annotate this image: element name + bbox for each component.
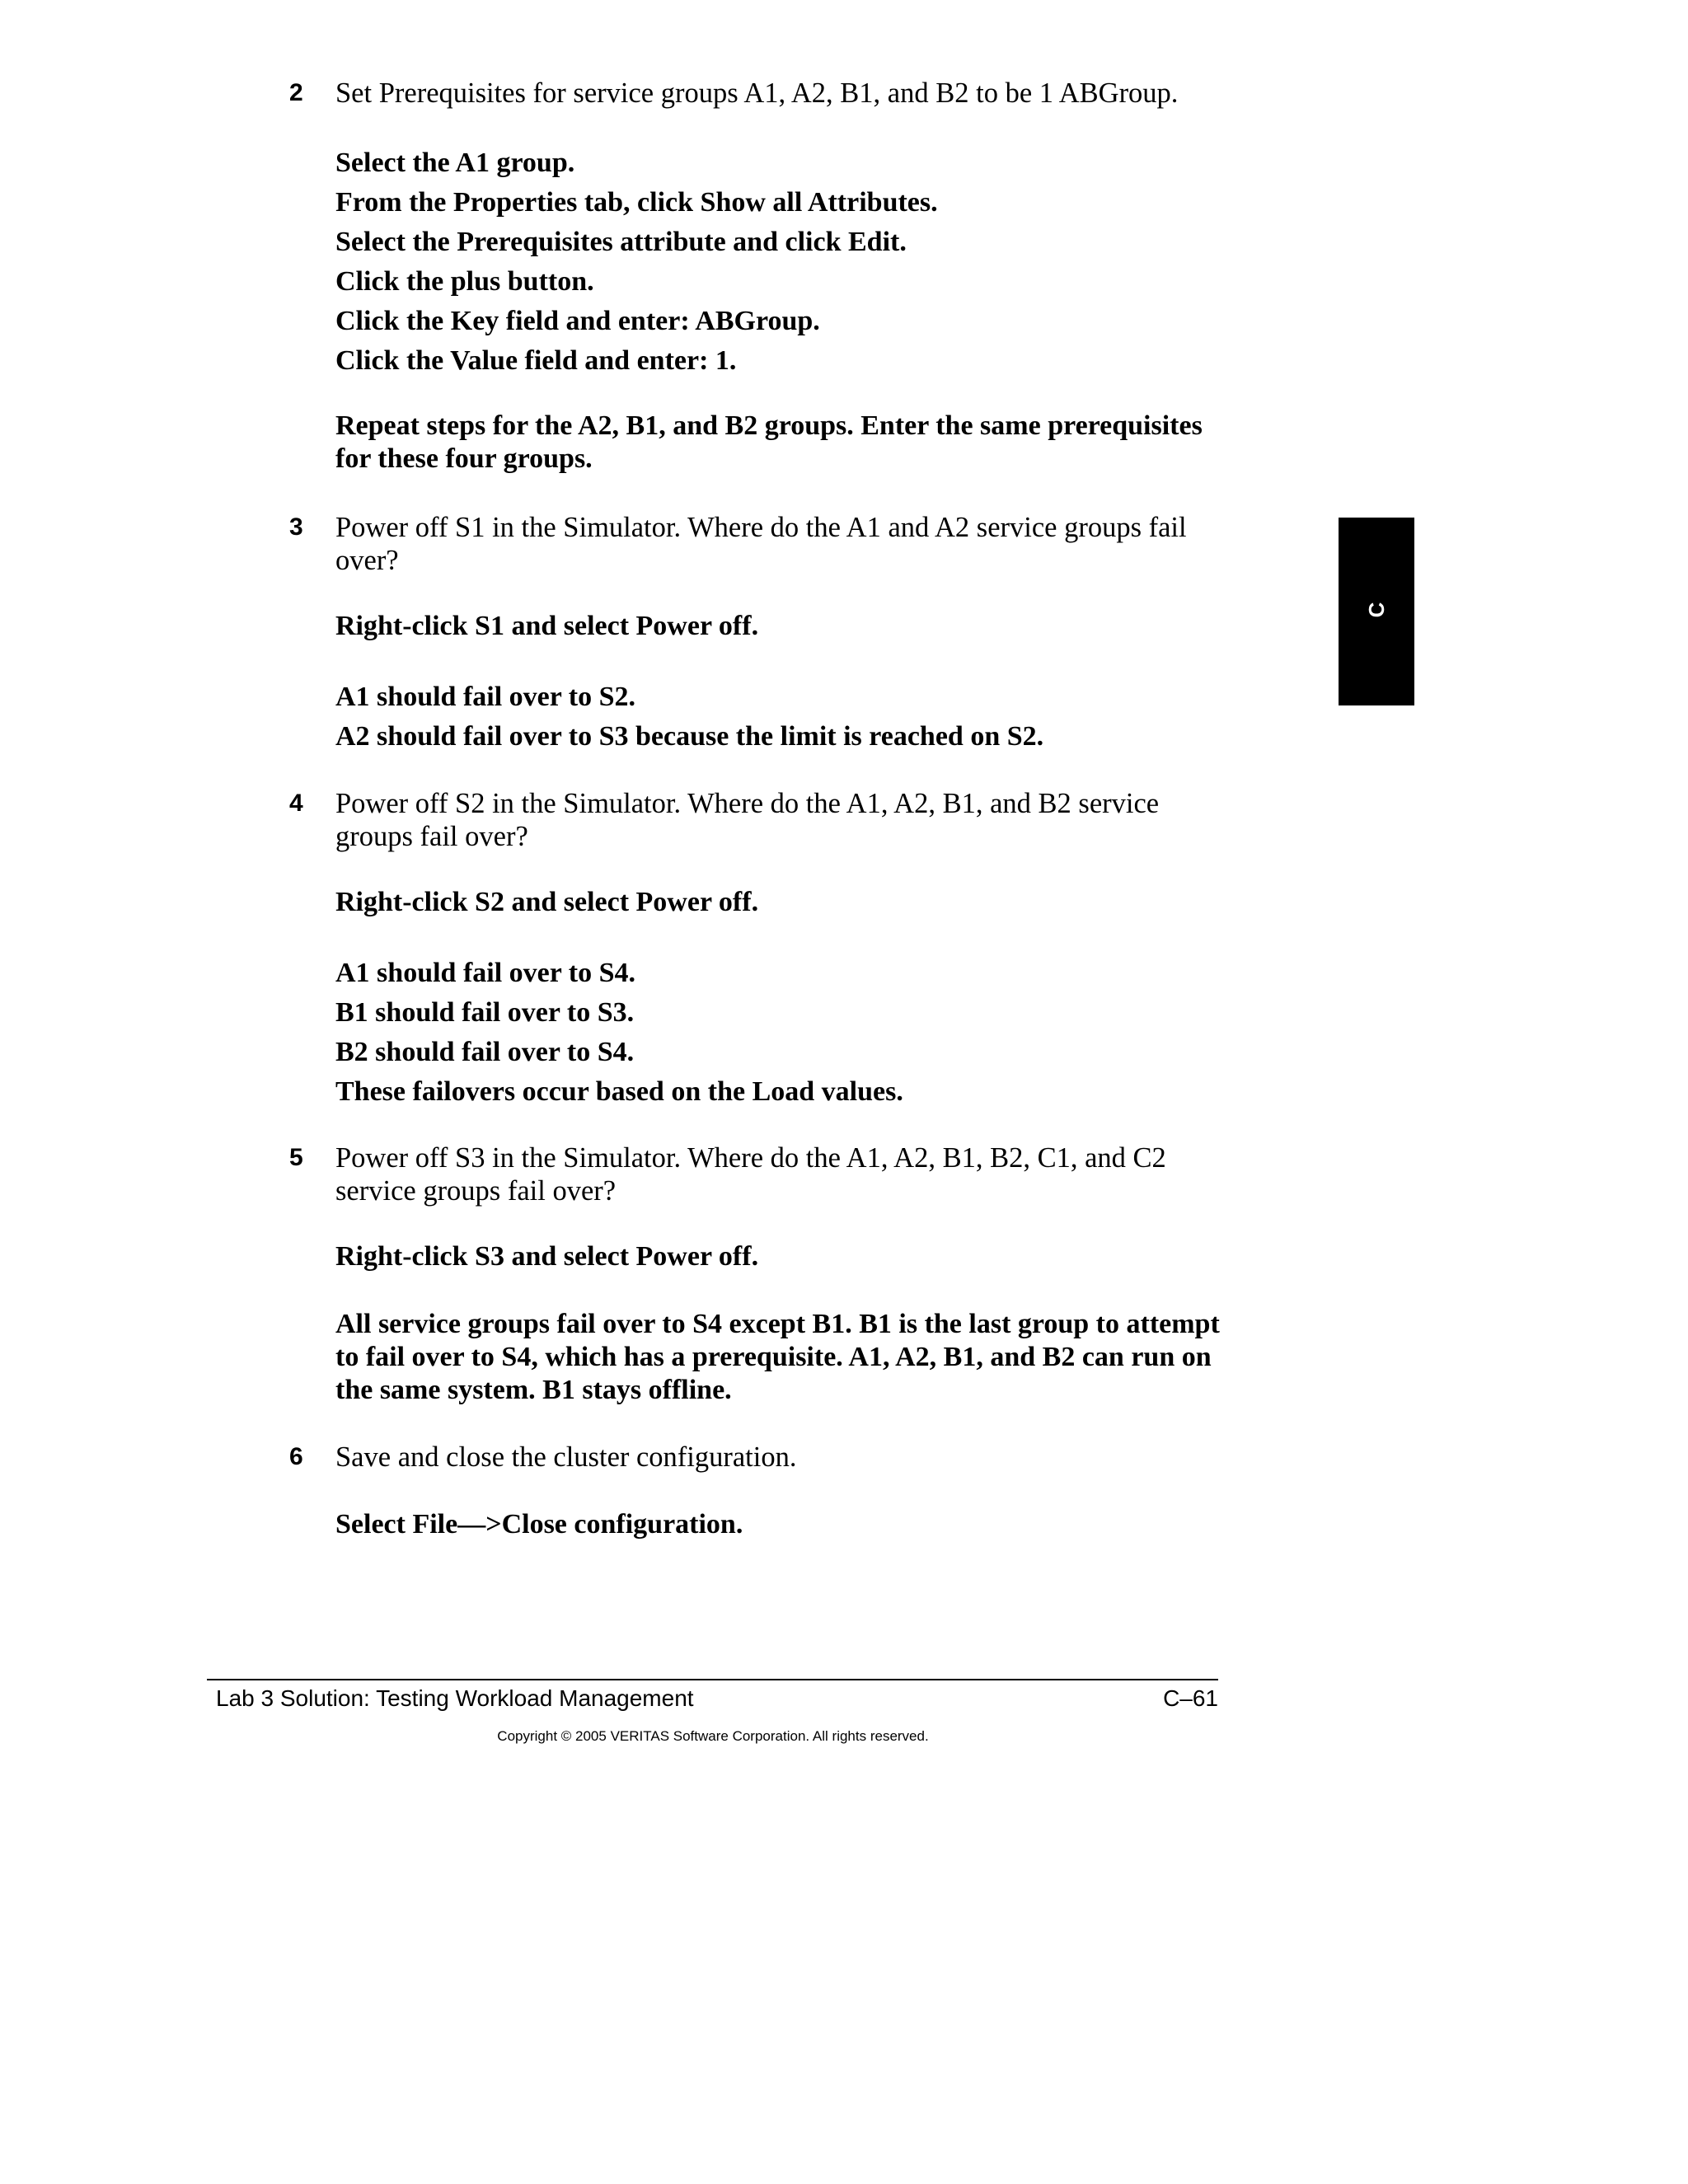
appendix-tab-letter: C xyxy=(1364,602,1389,618)
solution-line: Click the plus button. xyxy=(335,266,594,297)
solution-line: A1 should fail over to S4. xyxy=(335,958,635,988)
solution-line: for these four groups. xyxy=(335,443,593,474)
page-number: C–61 xyxy=(1163,1685,1218,1711)
appendix-tab xyxy=(1339,518,1414,705)
solution-line: Select the Prerequisites attribute and click Edit. xyxy=(335,227,907,257)
solution-line: Click the Value field and enter: 1. xyxy=(335,345,737,376)
step-instruction xyxy=(335,787,1226,853)
instruction-line: groups fail over? xyxy=(335,821,528,852)
step-instruction: Save and close the cluster configuration. xyxy=(335,1441,797,1473)
instruction-line: Power off S2 in the Simulator. Where do the A1, A2, B1, and B2 service xyxy=(335,788,1160,819)
step-instruction xyxy=(335,1141,1226,1207)
solution-line: All service groups fail over to S4 except B1. B1 is the last group to attempt xyxy=(335,1309,1220,1339)
solution-line: A1 should fail over to S2. xyxy=(335,682,635,712)
solution-block xyxy=(335,1240,1226,1273)
solution-line: A2 should fail over to S3 because the limit is reached on S2. xyxy=(335,721,1044,752)
solution-block xyxy=(335,886,1226,919)
step-number: 2 xyxy=(289,79,303,106)
solution-line: Right-click S3 and select Power off. xyxy=(335,1241,759,1272)
solution-line: B2 should fail over to S4. xyxy=(335,1037,635,1067)
step-number: 5 xyxy=(289,1144,303,1171)
solution-line: to fail over to S4, which has a prerequisite. A1, A2, B1, and B2 can run on xyxy=(335,1342,1212,1372)
solution-block xyxy=(335,610,1226,643)
solution-block xyxy=(335,410,1226,476)
instruction-line: Power off S3 in the Simulator. Where do the A1, A2, B1, B2, C1, and C2 xyxy=(335,1142,1166,1174)
step-number: 3 xyxy=(289,513,303,541)
solution-line: the same system. B1 stays offline. xyxy=(335,1375,732,1405)
solution-block xyxy=(335,1308,1226,1407)
solution-line: Click the Key field and enter: ABGroup. xyxy=(335,306,820,336)
step-instruction: Set Prerequisites for service groups A1, A2, B1, and B2 to be 1 ABGroup. xyxy=(335,77,1179,109)
solution-line: Select the A1 group. xyxy=(335,148,575,178)
solution-line: From the Properties tab, click Show all Attributes. xyxy=(335,187,938,218)
solution-block xyxy=(335,954,1226,1112)
instruction-line: service groups fail over? xyxy=(335,1175,617,1207)
instruction-line: over? xyxy=(335,545,399,576)
solution-block xyxy=(335,1508,1226,1541)
solution-line: Right-click S2 and select Power off. xyxy=(335,887,759,917)
footer-divider xyxy=(207,1679,1218,1680)
solution-line: Select File—>Close configuration. xyxy=(335,1509,743,1540)
solution-line: Right-click S1 and select Power off. xyxy=(335,611,759,641)
instruction-line: Power off S1 in the Simulator. Where do the A1 and A2 service groups fail xyxy=(335,512,1187,543)
solution-block xyxy=(335,677,1226,757)
solution-line: B1 should fail over to S3. xyxy=(335,997,635,1028)
solution-line: Repeat steps for the A2, B1, and B2 groups. Enter the same prerequisites xyxy=(335,410,1203,441)
solution-block xyxy=(335,143,1226,381)
footer-title: Lab 3 Solution: Testing Workload Management xyxy=(216,1685,694,1711)
copyright-notice: Copyright © 2005 VERITAS Software Corporation. All rights reserved. xyxy=(497,1728,929,1744)
step-number: 4 xyxy=(289,790,303,817)
step-instruction xyxy=(335,511,1226,577)
step-number: 6 xyxy=(289,1443,303,1470)
solution-line: These failovers occur based on the Load values. xyxy=(335,1076,903,1107)
